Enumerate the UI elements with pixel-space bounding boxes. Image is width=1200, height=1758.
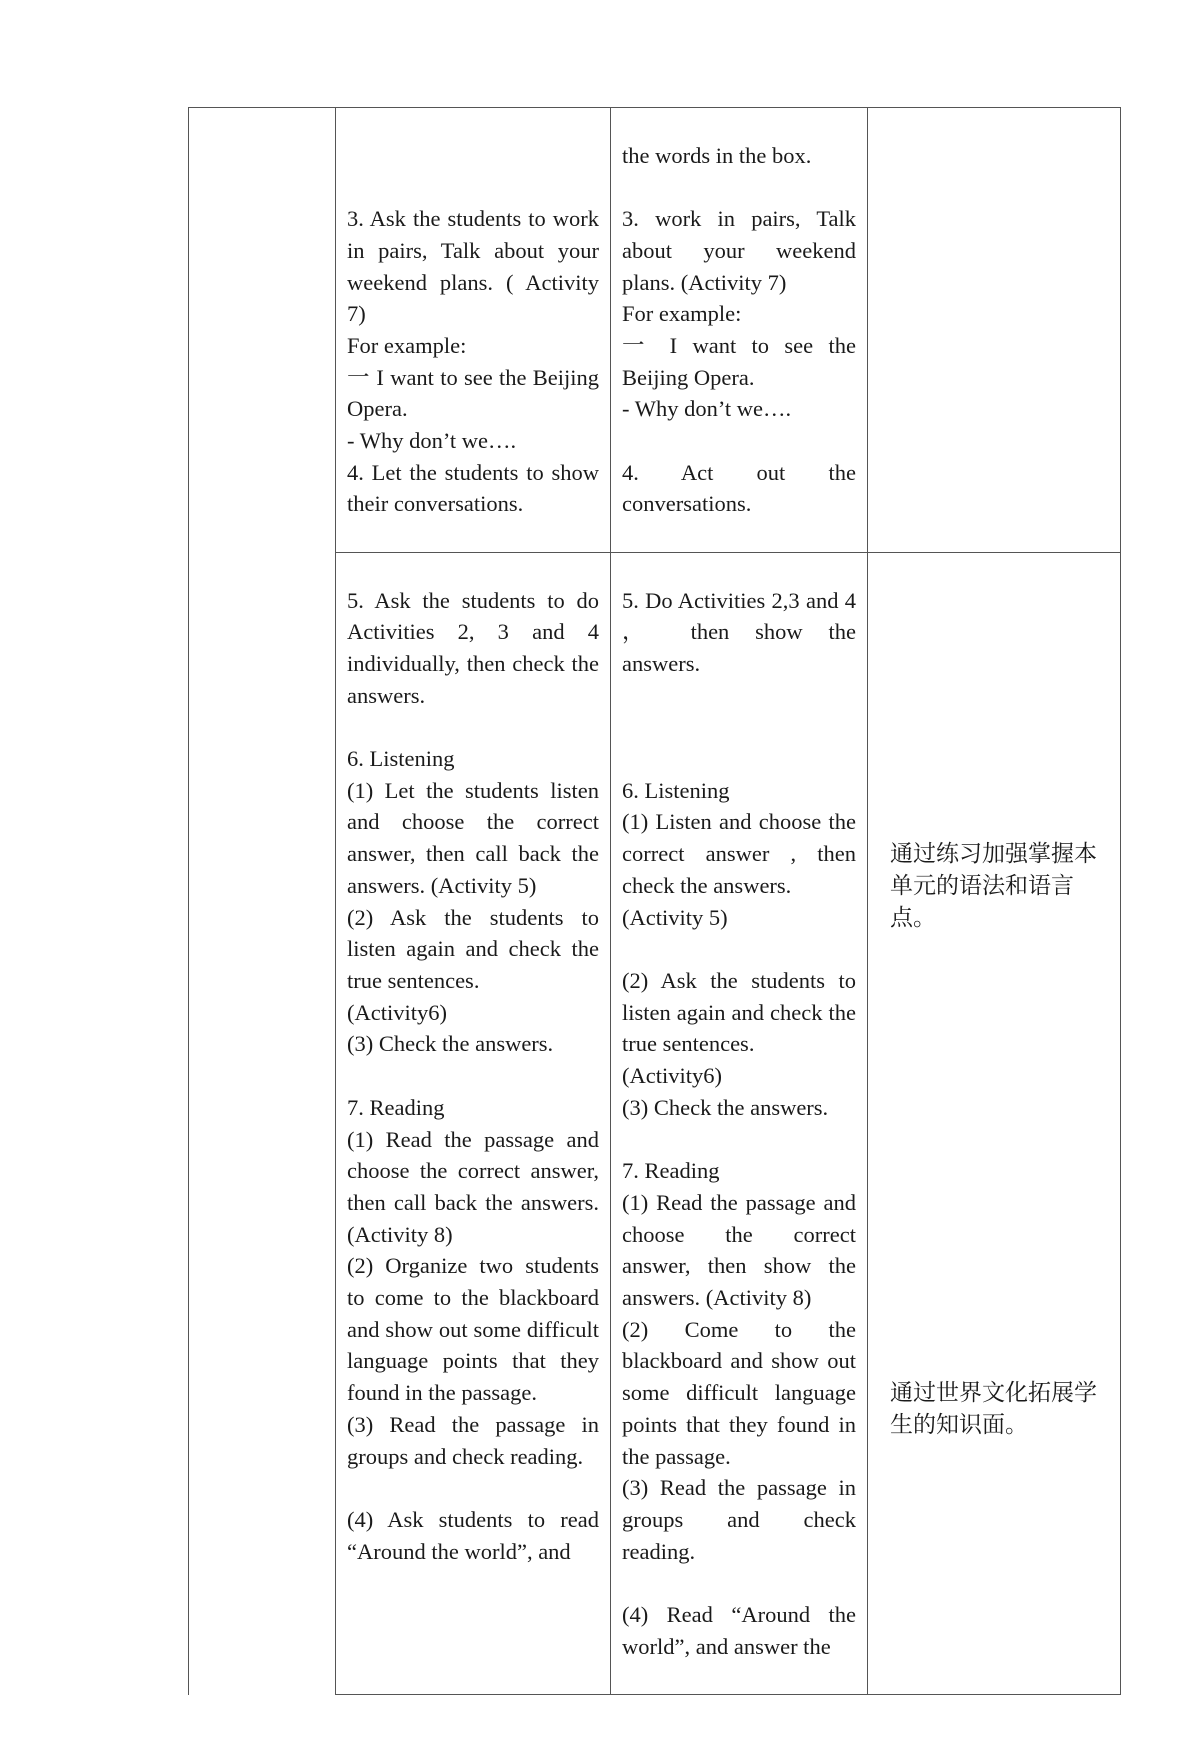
design-purpose-text: 通过练习加强掌握本单元的语法和语言点。 <box>890 840 1097 931</box>
student-activity-cell <box>611 108 868 553</box>
student-activity-text: the words in the box. 3. work in pairs, Talk about your weekend plans. (Activity 7) For example: 一 I want to see the Beijing Opera. - Why don’t we…. 4. Act out the conversations. <box>622 142 856 517</box>
table-row <box>189 108 1121 553</box>
design-purpose-cell <box>868 552 1121 1694</box>
teacher-activity-cell <box>336 552 611 1694</box>
student-activity-cell <box>611 552 868 1694</box>
lesson-plan-table <box>188 107 1121 1695</box>
teacher-activity-text: 5. Ask the students to do Activities 2, 3 and 4 individually, then check the answers. 6. Listening (1) Let the students listen and choose the correct answer, then call back the answers. (Activity 5) (2) Ask the students to listen again and check the true sentences. (Activity6) (3) Check the answers. 7. Reading (1) Read the passage and choose the correct answer, then call back the answers. (Activity 8) (2) Organize two students to come to the blackboard and show out some difficult language points that they found in the passage. (3) Read the passage in groups and check reading. (4) Ask students to read “Around the world”, and <box>347 587 599 1564</box>
teacher-activity-cell <box>336 108 611 553</box>
stage-cell <box>189 108 336 1695</box>
teacher-activity-text: 3. Ask the students to work in pairs, Talk about your weekend plans. ( Activity 7) For example: 一 I want to see the Beijing Opera. - Why don’t we…. 4. Let the students to show their conversations. <box>347 206 599 517</box>
design-purpose-cell <box>868 108 1121 553</box>
student-activity-text: 5. Do Activities 2,3 and 4 ， then show the answers. 6. Listening (1) Listen and choose the correct answer , then check the answers. (Activity 5) (2) Ask the students to listen again and check the true sentences. (Activity6) (3) Check the answers. 7. Reading (1) Read the passage and choose the correct answer, then show the answers. (Activity 8) (2) Come to the blackboard and show out some difficult language points that they found in the passage. (3) Read the passage in groups and check reading. (4) Read “Around the world”, and answer the <box>622 587 856 1659</box>
design-purpose-text: 通过世界文化拓展学生的知识面。 <box>890 1379 1097 1438</box>
